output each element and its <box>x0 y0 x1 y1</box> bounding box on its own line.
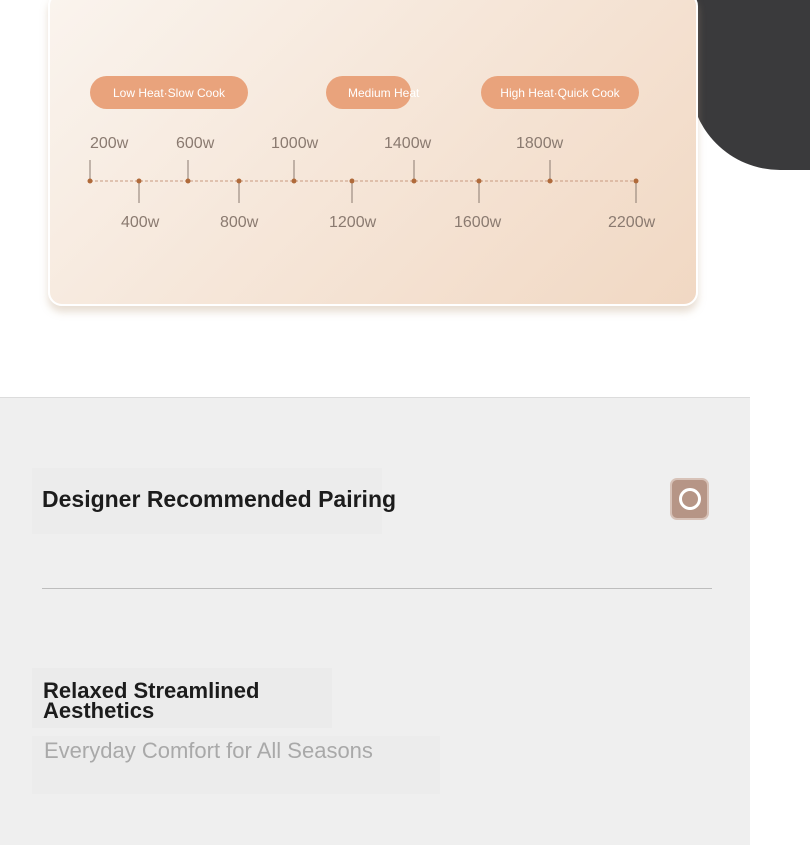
tick-400w <box>121 179 160 232</box>
tick-1200w <box>329 179 377 232</box>
low-heat-label: Low Heat·Slow Cook <box>112 85 226 100</box>
feature-subtitle: Everyday Comfort for All Seasons <box>44 738 373 763</box>
tick-label-1600w: 1600w <box>454 214 502 231</box>
tick-1600w <box>454 179 502 232</box>
tick-label-800w: 800w <box>220 214 259 231</box>
tick-label-1000w: 1000w <box>271 135 319 152</box>
tick-label-1400w: 1400w <box>384 135 432 152</box>
tick-label-600w: 600w <box>176 135 215 152</box>
tick-800w <box>220 179 259 232</box>
feature-title: Relaxed Streamlined Aesthetics <box>43 678 260 723</box>
tick-1000w <box>271 135 319 184</box>
tick-1400w <box>384 135 432 184</box>
ring-button[interactable] <box>670 478 709 520</box>
pairing-title: Designer Recommended Pairing <box>42 486 397 512</box>
tick-label-2200w: 2200w <box>608 214 656 231</box>
tick-label-200w: 200w <box>90 135 129 152</box>
wattage-timeline <box>0 0 750 300</box>
ring-icon <box>676 485 704 513</box>
section-divider <box>42 588 712 589</box>
tick-1800w <box>516 135 564 184</box>
tick-label-400w: 400w <box>121 214 160 231</box>
power-levels-section <box>0 0 750 398</box>
tick-2200w <box>608 179 656 232</box>
tick-200w <box>88 135 129 184</box>
tick-label-1800w: 1800w <box>516 135 564 152</box>
high-heat-label: High Heat·Quick Cook <box>500 85 620 100</box>
medium-heat-label: Medium Heat <box>348 85 420 100</box>
tick-label-1200w: 1200w <box>329 214 377 231</box>
tick-600w <box>176 135 215 184</box>
